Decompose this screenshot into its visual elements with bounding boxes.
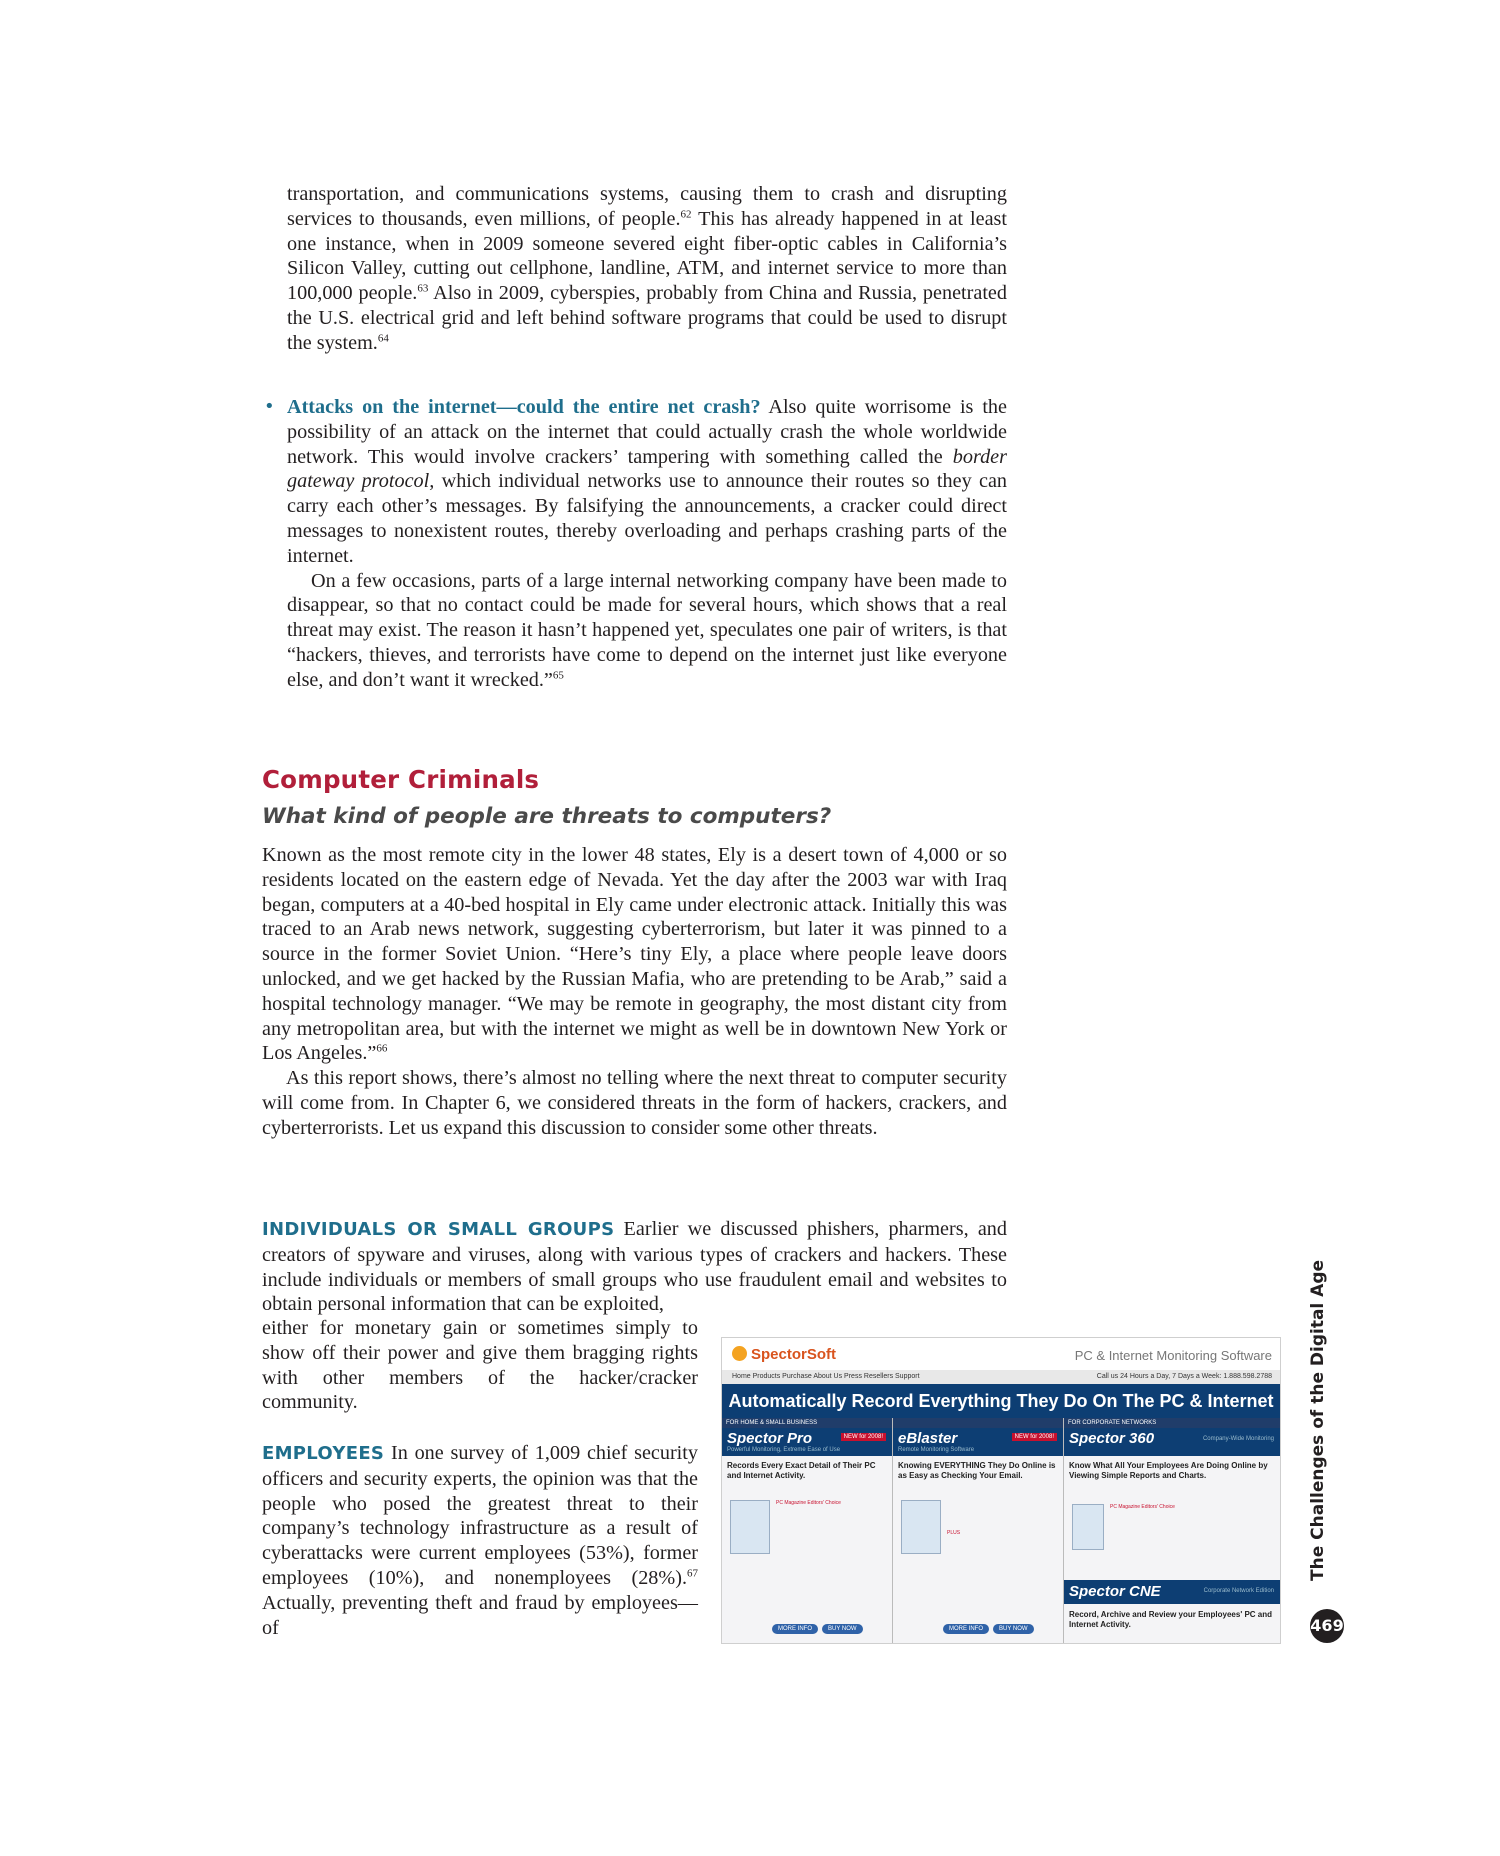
bullet-internet-crash: • Attacks on the internet—could the entire net crash? Also quite worrisome is the possibility of an attack on the internet that could actually crash the whole worldwide network. This would involve crackers’ tampering with something called the border gateway protocol, which individual networks use to announce their routes so they can carry each other’s messages. By falsifying the announcements, a cracker could direct messages to nonexistent routes, thereby overloading and perhaps crashing parts of the internet. On a few occasions, parts of a large internal networking company have been made to disappear, so that no contact could be made for several hours, which shows that a real threat may exist. The reason it hasn’t happened yet, speculates one pair of writers, is that “hackers, thieves, and terrorists have come to depend on the internet just like everyone else, and don’t want it wrecked.”$^{65}$ — [264, 396, 1008, 691]
bullet-mark: • — [264, 396, 275, 417]
product-box-image — [730, 1500, 770, 1554]
individuals-paragraph-narrow: either for monetary gain or sometimes simply to show off their power and give them bragging rights with other members of the hacker/cracker community. — [262, 1317, 698, 1414]
section-question: What kind of people are threats to computers? — [262, 804, 832, 829]
product-spector-360: FOR CORPORATE NETWORKS Spector 360 Company-Wide Monitoring Know What All Your Employees Are Doing Online by Viewing Simple Reports and Charts. PC Magazine Editors' Choice Spector CNE Corporate Network Edition Record, Archive and Review your Employees' PC and Internet Activity. — [1064, 1418, 1280, 1643]
product-box-image — [1072, 1504, 1104, 1550]
individuals-paragraph: INDIVIDUALS OR SMALL GROUPS Earlier we discussed phishers, pharmers, and creators of spyware and viruses, along with various types of crackers and hackers. These include individuals or members of small groups who use fraudulent email and websites to obtain personal information that can be exploited, — [262, 1218, 1007, 1316]
product-box-image — [901, 1500, 941, 1554]
page-number-badge: 469 — [1310, 1609, 1344, 1643]
ad-banner: Automatically Record Everything They Do On The PC & Internet — [722, 1384, 1280, 1418]
individuals-heading: INDIVIDUALS OR SMALL GROUPS — [262, 1219, 615, 1240]
product-spector-cne: Spector CNE Corporate Network Edition — [1064, 1580, 1280, 1604]
ely-paragraph: Known as the most remote city in the lower 48 states, Ely is a desert town of 4,000 or so residents located on the eastern edge of Nevada. Yet the day after the 2003 war with Iraq began, computers at a 40-bed hospital in Ely came under electronic attack. Initially this was traced to an Arab news network, suggesting cyberterrorism, but later it was pinned to a source in the former Soviet Union. “Here’s tiny Ely, a place where people leave doors unlocked, and we get hacked by the Russian Mafia, who are pretending to be Arab,” said a hospital technology manager. “We may be remote in geography, the most distant city from any metropolitan area, but with the internet we might as well be in downtown New York or Los Angeles.”$^{66}$ — [262, 844, 1007, 1065]
employees-paragraph: EMPLOYEES In one survey of 1,009 chief security officers and security experts, the opinion was that the people who posed the greatest threat to their company’s technology infrastructure as a result of cyberattacks were current employees (53%), former employees (10%), and nonemployees (28%).$^{67}$ Actually, preventing theft and fraud by employees—of — [262, 1442, 698, 1639]
employees-heading: EMPLOYEES — [262, 1443, 385, 1464]
ad-tagline: PC & Internet Monitoring Software — [1074, 1348, 1272, 1363]
product-eblaster: eBlaster Remote Monitoring Software NEW for 2008! Knowing EVERYTHING They Do Online is as Easy as Checking Your Email. PLUS MORE INFO BUY NOW — [893, 1418, 1064, 1643]
occasions-paragraph: On a few occasions, parts of a large internal networking company have been made to disappear, so that no contact could be made for several hours, which shows that a real threat may exist. The reason it hasn’t happened yet, speculates one pair of writers, is that “hackers, thieves, and terrorists have come to depend on the internet just like everyone else, and don’t want it wrecked.”$^{65}$ — [287, 569, 1007, 691]
section-title: Computer Criminals — [262, 765, 540, 794]
ad-navbar: Home Products Purchase About Us Press Resellers Support Call us 24 Hours a Day, 7 Days a Week: 1.888.598.2788 — [722, 1370, 1280, 1384]
ely-section — [262, 843, 1007, 1141]
product-spector-pro: FOR HOME & SMALL BUSINESS Spector Pro Powerful Monitoring, Extreme Ease of Use NEW for 2008! Records Every Exact Detail of Their PC and Internet Activity. PC Magazine Editors' Choice MORE INFO BUY NOW — [722, 1418, 893, 1643]
logo-circle-icon — [732, 1346, 747, 1361]
continued-paragraph: transportation, and communications systems, causing them to crash and disrupting services to thousands, even millions, of people.$^{62}$ This has already happened in at least one instance, when in 2009 someone severed eight fiber-optic cables in California’s Silicon Valley, cutting out cellphone, landline, ATM, and internet service to more than 100,000 people.$^{63}$ Also in 2009, cyberspies, probably from China and Russia, penetrated the U.S. electrical grid and left behind software programs that could be used to disrupt the system.$^{64}$ — [287, 183, 1008, 354]
report-paragraph: As this report shows, there’s almost no telling where the next threat to computer security will come from. In Chapter 6, we considered threats in the form of hackers, crackers, and cyberterrorists. Let us expand this discussion to consider some other threats. — [262, 1067, 1007, 1139]
spectorsoft-logo: SpectorSoft — [732, 1346, 836, 1363]
bullet-heading: Attacks on the internet—could the entire net crash? — [287, 396, 761, 418]
spectorsoft-ad-image — [721, 1337, 1281, 1644]
sidebar-running-title: The Challenges of the Digital Age — [1308, 1259, 1328, 1581]
